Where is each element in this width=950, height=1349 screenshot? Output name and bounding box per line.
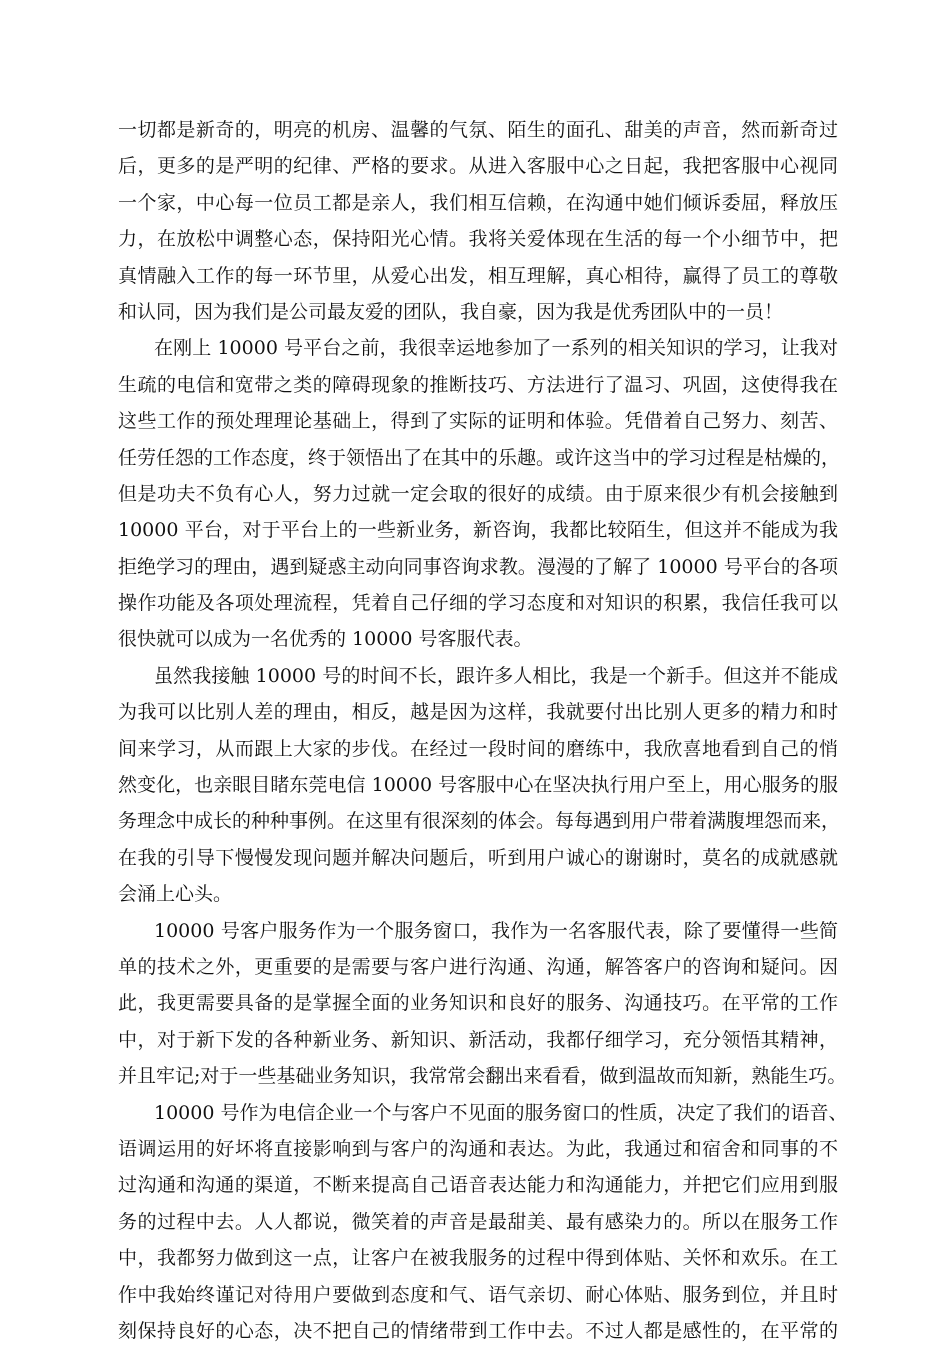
text-line: 在我的引导下慢慢发现问题并解决问题后，听到用户诚心的谢谢时，莫名的成就感就: [118, 846, 838, 869]
text-line: 务理念中成长的种种事例。在这里有很深刻的体会。每每遇到用户带着满腹埋怨而来，: [118, 810, 841, 833]
text-line: 后，更多的是严明的纪律、严格的要求。从进入客服中心之日起，我把客服中心视同: [118, 155, 838, 178]
text-line: 作中我始终谨记对待用户要做到态度和气、语气亲切、耐心体贴、服务到位，并且时: [118, 1283, 838, 1306]
text-line: 会涌上心头。: [118, 883, 233, 906]
text-line: 但是功夫不负有心人，努力过就一定会取的很好的成绩。由于原来很少有机会接触到: [118, 482, 838, 505]
text-line: 语调运用的好坏将直接影响到与客户的沟通和表达。为此，我通过和宿舍和同事的不: [118, 1137, 838, 1160]
text-line: 拒绝学习的理由，遇到疑惑主动向同事咨询求教。漫漫的了解了 10000 号平台的各项: [118, 555, 838, 578]
text-line: 并且牢记;对于一些基础业务知识，我常常会翻出来看看，做到温故而知新，熟能生巧。: [118, 1065, 847, 1088]
text-line: 过沟通和沟通的渠道，不断来提高自己语音表达能力和沟通能力，并把它们应用到服: [118, 1174, 838, 1197]
text-line: 中，我都努力做到这一点，让客户在被我服务的过程中得到体贴、关怀和欢乐。在工: [118, 1247, 838, 1270]
text-line: 很快就可以成为一名优秀的 10000 号客服代表。: [118, 628, 533, 651]
text-line: 任劳任怨的工作态度，终于领悟出了在其中的乐趣。或许这当中的学习过程是枯燥的，: [118, 446, 841, 469]
text-line: 间来学习，从而跟上大家的步伐。在经过一段时间的磨练中，我欣喜地看到自己的悄: [118, 737, 838, 760]
text-line: 这些工作的预处理理论基础上，得到了实际的证明和体验。凭借着自己努力、刻苦、: [118, 410, 838, 433]
text-line: 为我可以比别人差的理由，相反，越是因为这样，我就要付出比别人更多的精力和时: [118, 701, 838, 724]
text-line: 然变化，也亲眼目睹东莞电信 10000 号客服中心在坚决执行用户至上，用心服务的服: [118, 774, 838, 797]
text-line: 和认同，因为我们是公司最友爱的团队，我自豪，因为我是优秀团队中的一员！: [118, 300, 784, 323]
text-line: 10000 平台，对于平台上的一些新业务，新咨询，我都比较陌生，但这并不能成为我: [118, 519, 838, 542]
text-line: 真情融入工作的每一环节里，从爱心出发，相互理解，真心相待，赢得了员工的尊敬: [118, 264, 838, 287]
body-text: [118, 112, 848, 1349]
text-line: 在刚上 10000 号平台之前，我很幸运地参加了一系列的相关知识的学习，让我对: [154, 337, 838, 360]
text-line: 刻保持良好的心态，决不把自己的情绪带到工作中去。不过人都是感性的，在平常的: [118, 1319, 838, 1342]
text-line: 生疏的电信和宽带之类的障碍现象的推断技巧、方法进行了温习、巩固，这使得我在: [118, 373, 838, 396]
text-line: 10000 号作为电信企业一个与客户不见面的服务窗口的性质，决定了我们的语音、: [154, 1101, 848, 1124]
text-line: 中，对于新下发的各种新业务、新知识、新活动，我都仔细学习，充分领悟其精神，: [118, 1028, 838, 1051]
text-line: 一切都是新奇的，明亮的机房、温馨的气氛、陌生的面孔、甜美的声音，然而新奇过: [118, 119, 838, 141]
text-line: 操作功能及各项处理流程，凭着自己仔细的学习态度和对知识的积累，我信任我可以: [118, 592, 838, 615]
text-line: 一个家，中心每一位员工都是亲人，我们相互信赖，在沟通中她们倾诉委屈，释放压: [118, 191, 838, 214]
text-line: 单的技术之外，更重要的是需要与客户进行沟通、沟通，解答客户的咨询和疑问。因: [118, 955, 838, 978]
text-line: 10000 号客户服务作为一个服务窗口，我作为一名客服代表，除了要懂得一些简: [154, 919, 838, 942]
text-line: 务的过程中去。人人都说，微笑着的声音是最甜美、最有感染力的。所以在服务工作: [118, 1210, 838, 1233]
text-line: 此，我更需要具备的是掌握全面的业务知识和良好的服务、沟通技巧。在平常的工作: [118, 992, 838, 1015]
text-line: 力，在放松中调整心态，保持阳光心情。我将关爱体现在生活的每一个小细节中，把: [118, 228, 838, 251]
text-line: 虽然我接触 10000 号的时间不长，跟许多人相比，我是一个新手。但这并不能成: [154, 664, 838, 687]
